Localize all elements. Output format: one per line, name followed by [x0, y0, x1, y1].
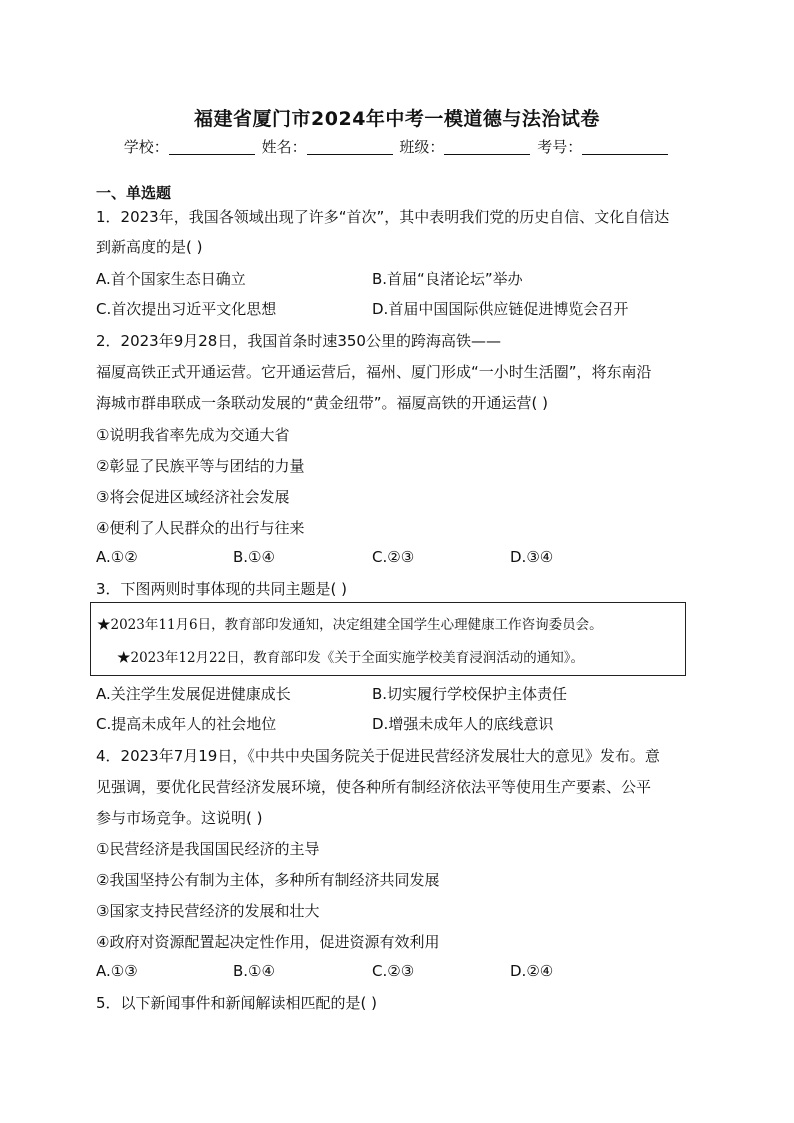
q2-statement-4: ④便利了人民群众的出行与往来: [96, 519, 305, 537]
class-blank[interactable]: [444, 140, 530, 155]
school-label: 学校：: [123, 138, 169, 156]
q4-statement-4: ④政府对资源配置起决定性作用，促进资源有效利用: [96, 933, 440, 951]
q3-option-a[interactable]: A.关注学生发展促进健康成长: [96, 685, 291, 703]
q2-option-b[interactable]: B.①④: [233, 548, 275, 566]
q3-news-box: [90, 602, 686, 676]
q3-news-item-2: ★2023年12月22日，教育部印发《关于全面实施学校美育浸润活动的通知》。: [117, 650, 584, 666]
q4-statement-1: ①民营经济是我国国民经济的主导: [96, 840, 320, 858]
q3-option-c[interactable]: C.提高未成年人的社会地位: [96, 715, 277, 733]
q5-stem-line1: 5．以下新闻事件和新闻解读相匹配的是( ): [96, 994, 378, 1012]
q2-option-d[interactable]: D.③④: [510, 548, 554, 566]
q1-stem-line1: 1．2023年，我国各领域出现了许多“首次”，其中表明我们党的历史自信、文化自信达: [96, 208, 670, 226]
q1-option-a[interactable]: A.首个国家生态日确立: [96, 270, 246, 288]
school-blank[interactable]: [169, 140, 255, 155]
q2-option-c[interactable]: C.②③: [372, 548, 415, 566]
q1-stem-line2: 到新高度的是( ): [96, 238, 203, 256]
section-heading: 一、单选题: [96, 184, 172, 202]
q1-option-c[interactable]: C.首次提出习近平文化思想: [96, 300, 277, 318]
student-info-row: [0, 136, 794, 157]
q2-option-a[interactable]: A.①②: [96, 548, 138, 566]
q3-stem-line1: 3．下图两则时事体现的共同主题是( ): [96, 580, 348, 598]
q3-news-item-1: ★2023年11月6日，教育部印发通知，决定组建全国学生心理健康工作咨询委员会。: [97, 617, 603, 633]
q4-option-c[interactable]: C.②③: [372, 962, 415, 980]
exam-title: 福建省厦门市2024年中考一模道德与法治试卷: [194, 108, 600, 130]
q3-option-b[interactable]: B.切实履行学校保护主体责任: [372, 685, 568, 703]
number-blank[interactable]: [582, 140, 668, 155]
q4-stem-line3: 参与市场竞争。这说明( ): [96, 809, 263, 827]
q4-statement-3: ③国家支持民营经济的发展和壮大: [96, 902, 320, 920]
q2-stem-line3: 海城市群串联成一条联动发展的“黄金纽带”。福厦高铁的开通运营( ): [96, 394, 549, 412]
number-label: 考号：: [537, 138, 583, 156]
q4-option-d[interactable]: D.②④: [510, 962, 554, 980]
q4-option-a[interactable]: A.①③: [96, 962, 138, 980]
q4-option-b[interactable]: B.①④: [233, 962, 275, 980]
q3-option-d[interactable]: D.增强未成年人的底线意识: [372, 715, 554, 733]
name-label: 姓名：: [261, 138, 307, 156]
q2-statement-1: ①说明我省率先成为交通大省: [96, 426, 290, 444]
q4-stem-line1: 4．2023年7月19日，《中共中央国务院关于促进民营经济发展壮大的意见》发布。意: [96, 747, 660, 765]
q4-stem-line2: 见强调，要优化民营经济发展环境，使各种所有制经济依法平等使用生产要素、公平: [96, 778, 652, 796]
q1-option-d[interactable]: D.首届中国国际供应链促进博览会召开: [372, 300, 629, 318]
q2-stem-line2: 福厦高铁正式开通运营。它开通运营后，福州、厦门形成“一小时生活圈”，将东南沿: [96, 363, 652, 381]
q2-statement-3: ③将会促进区域经济社会发展: [96, 488, 290, 506]
q4-statement-2: ②我国坚持公有制为主体，多种所有制经济共同发展: [96, 871, 440, 889]
name-blank[interactable]: [307, 140, 393, 155]
q2-statement-2: ②彰显了民族平等与团结的力量: [96, 457, 305, 475]
q2-stem-line1: 2．2023年9月28日，我国首条时速350公里的跨海高铁——: [96, 332, 501, 350]
class-label: 班级：: [399, 138, 445, 156]
q1-option-b[interactable]: B.首届“良渚论坛”举办: [372, 270, 523, 288]
